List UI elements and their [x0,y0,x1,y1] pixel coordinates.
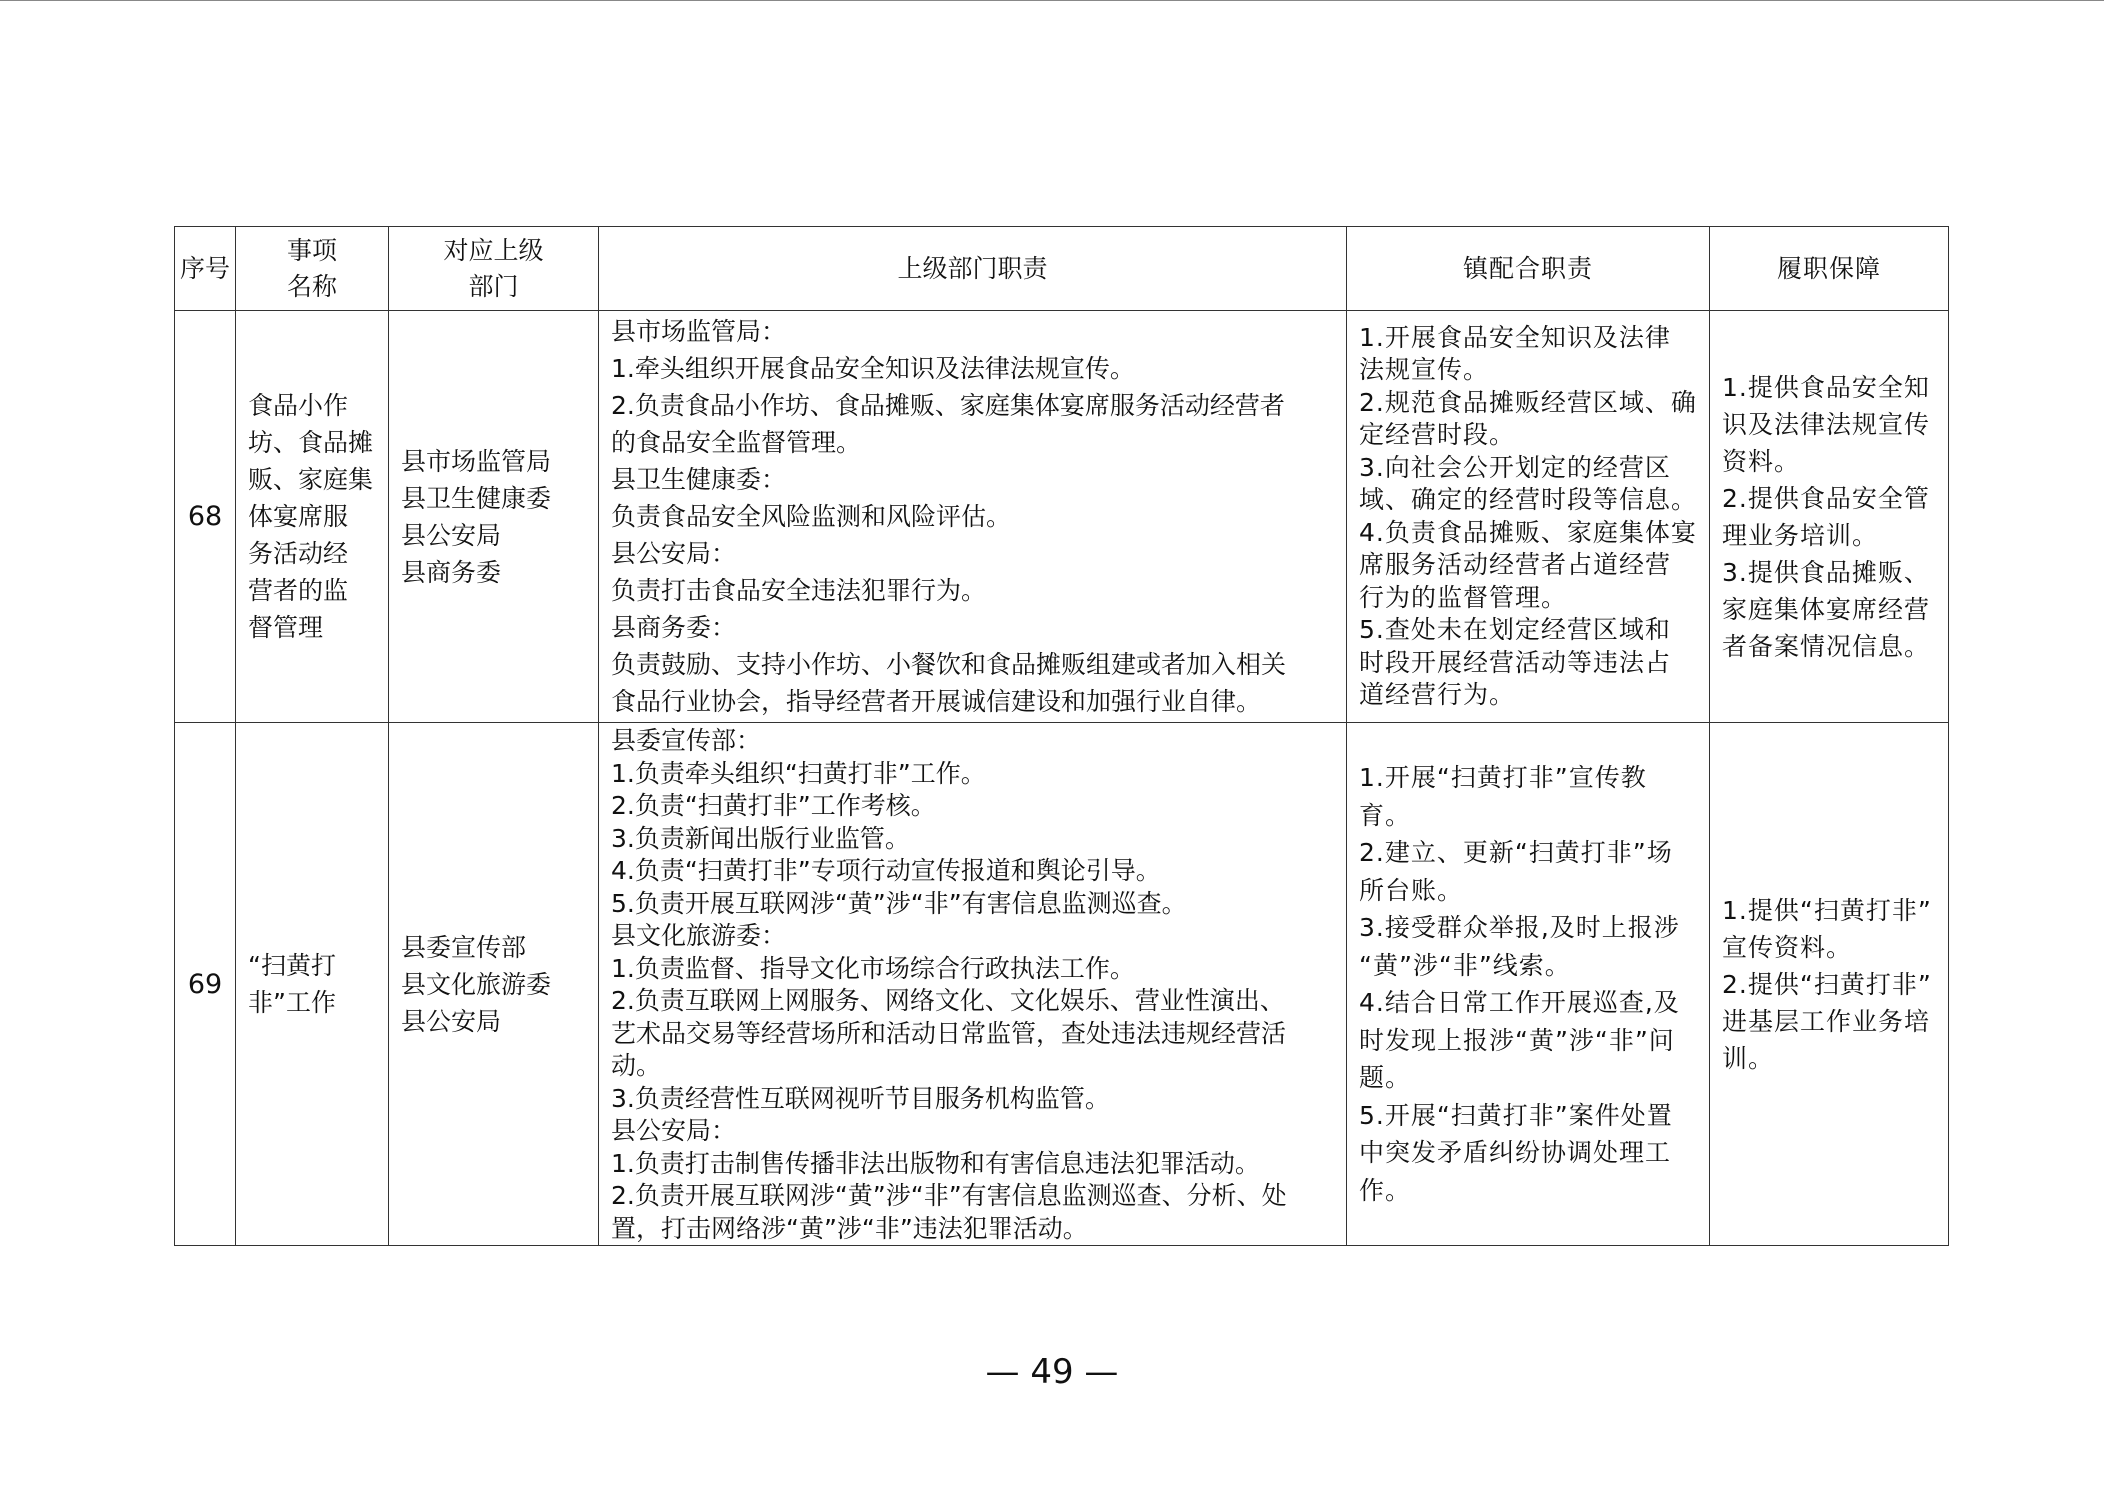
cell-upper-dept [389,311,599,723]
cell-line: 理业务培训。 [1722,520,1879,550]
cell-line: 5.查处未在划定经营区域和 [1359,615,1671,644]
cell-line: 识及法律法规宣传 [1722,409,1931,439]
cell-line: 贩、家庭集 [248,465,374,494]
header-seq: 序号 [175,227,236,311]
cell-line: 2.提供“扫黄打非” [1722,969,1932,999]
header-line: 部门 [468,271,519,301]
cell-line: 动。 [611,1051,662,1080]
cell-line: 的食品安全监督管理。 [611,428,862,457]
cell-item-name [236,723,389,1246]
cell-line: 行为的监督管理。 [1359,582,1568,612]
cell-seq: 68 [175,311,236,723]
cell-line: 席服务活动经营者占道经营 [1359,550,1672,579]
header-guarantee: 履职保障 [1710,227,1949,311]
cell-line: 非”工作 [248,988,336,1017]
cell-line: 资料。 [1722,446,1801,476]
cell-line: 5.负责开展互联网涉“黄”涉“非”有害信息监测巡查。 [611,888,1187,918]
cell-line: 县市场监管局： [611,317,787,346]
cell-guarantee [1710,723,1949,1246]
cell-line: 2.规范食品摊贩经营区域、确 [1359,387,1697,417]
cell-line: 训。 [1722,1043,1775,1073]
cell-line: 进基层工作业务培 [1722,1006,1931,1036]
cell-line: 时发现上报涉“黄”涉“非”问 [1359,1025,1675,1055]
cell-line: 县市场监管局 [401,446,552,476]
cell-line: 题。 [1359,1063,1412,1092]
cell-town-duties [1347,723,1710,1246]
cell-line: 2.提供食品安全管 [1722,483,1930,513]
cell-line: 县公安局： [611,1116,737,1145]
cell-line: 3.接受群众举报,及时上报涉 [1359,913,1680,942]
cell-line: 县卫生健康委 [401,483,552,513]
cell-line: 法规宣传。 [1359,355,1490,384]
cell-line: 1.负责打击制售传播非法出版物和有害信息违法犯罪活动。 [611,1148,1260,1178]
header-line: 对应上级 [443,235,544,265]
cell-line: 1.提供“扫黄打非” [1722,895,1932,925]
cell-line: 道经营行为。 [1359,680,1516,709]
cell-item-name [236,311,389,723]
cell-line: 4.负责“扫黄打非”专项行动宣传报道和舆论引导。 [611,856,1161,885]
cell-line: 县商务委 [401,557,502,587]
cell-line: 食品小作 [248,391,349,420]
cell-line: 时段开展经营活动等违法占 [1359,647,1672,677]
cell-line: 3.向社会公开划定的经营区 [1359,452,1671,482]
cell-line: 1.负责牵头组织“扫黄打非”工作。 [611,758,986,788]
cell-line: “黄”涉“非”线索。 [1359,950,1571,980]
cell-line: 县委宣传部 [401,932,527,962]
cell-line: 置，打击网络涉“黄”涉“非”违法犯罪活动。 [611,1213,1088,1243]
cell-town-duties [1347,311,1710,723]
cell-line: 1.牵头组织开展食品安全知识及法律法规宣传。 [611,354,1135,383]
cell-line: 1.提供食品安全知 [1722,372,1930,402]
responsibility-table [174,226,1949,1246]
cell-line: 食品行业协会，指导经营者开展诚信建设和加强行业自律。 [611,687,1262,716]
cell-line: 2.负责互联网上网服务、网络文化、文化娱乐、营业性演出、 [611,986,1285,1015]
table-header-row [175,227,1949,311]
cell-line: 3.负责新闻出版行业监管。 [611,823,910,853]
table-row [175,723,1949,1246]
cell-line: 负责鼓励、支持小作坊、小餐饮和食品摊贩组建或者加入相关 [611,650,1287,679]
cell-line: 3.负责经营性互联网视听节目服务机构监管。 [611,1083,1110,1113]
cell-line: 3.提供食品摊贩、 [1722,557,1930,587]
cell-line: 县委宣传部： [611,726,762,755]
cell-line: 2.建立、更新“扫黄打非”场 [1359,838,1673,867]
cell-line: 艺术品交易等经营场所和活动日常监管，查处违法违规经营活 [611,1018,1287,1048]
cell-line: 县公安局 [401,520,502,550]
cell-line: 2.负责食品小作坊、食品摊贩、家庭集体宴席服务活动经营者 [611,391,1285,420]
cell-line: 1.开展食品安全知识及法律 [1359,322,1671,352]
cell-line: 4.负责食品摊贩、家庭集体宴 [1359,517,1697,547]
cell-line: 县文化旅游委 [401,969,552,999]
cell-line: 体宴席服 [248,502,349,531]
cell-line: 域、确定的经营时段等信息。 [1359,485,1698,514]
cell-line: 宣传资料。 [1722,932,1853,962]
cell-line: 所台账。 [1359,875,1464,905]
cell-line: 5.开展“扫黄打非”案件处置 [1359,1100,1673,1130]
cell-guarantee [1710,311,1949,723]
header-upper-dept [389,227,599,311]
cell-line: 育。 [1359,800,1412,830]
table-row [175,311,1949,723]
cell-line: 县文化旅游委： [611,921,787,950]
cell-line: 坊、食品摊 [248,428,374,457]
cell-line: 县卫生健康委： [611,465,787,494]
cell-line: 务活动经 [248,539,349,568]
cell-line: 2.负责开展互联网涉“黄”涉“非”有害信息监测巡查、分析、处 [611,1181,1287,1210]
page-number: — 49 — [985,1352,1119,1392]
cell-line: 督管理 [248,613,324,642]
header-upper-duties: 上级部门职责 [599,227,1347,311]
header-line: 名称 [286,271,337,301]
cell-upper-duties [599,311,1347,723]
cell-line: 定经营时段。 [1359,420,1516,449]
cell-line: 负责打击食品安全违法犯罪行为。 [611,576,987,605]
cell-line: “扫黄打 [248,951,336,980]
cell-line: 县公安局： [611,539,737,568]
cell-line: 家庭集体宴席经营 [1722,594,1931,624]
cell-line: 1.负责监督、指导文化市场综合行政执法工作。 [611,953,1135,983]
cell-line: 县商务委： [611,613,737,642]
cell-line: 1.开展“扫黄打非”宣传教 [1359,763,1647,792]
cell-line: 县公安局 [401,1006,502,1036]
cell-line: 者备案情况信息。 [1722,631,1931,661]
page-top-border [0,0,2104,1]
cell-line: 4.结合日常工作开展巡查,及 [1359,988,1680,1017]
header-line: 事项 [286,235,337,265]
header-town-duties: 镇配合职责 [1347,227,1710,311]
cell-line: 中突发矛盾纠纷协调处理工 [1359,1138,1672,1167]
header-item-name [236,227,389,311]
cell-line: 营者的监 [248,576,349,605]
cell-seq: 69 [175,723,236,1246]
cell-line: 负责食品安全风险监测和风险评估。 [611,502,1012,531]
cell-line: 2.负责“扫黄打非”工作考核。 [611,791,936,820]
cell-line: 作。 [1359,1175,1412,1205]
cell-upper-dept [389,723,599,1246]
cell-upper-duties [599,723,1347,1246]
